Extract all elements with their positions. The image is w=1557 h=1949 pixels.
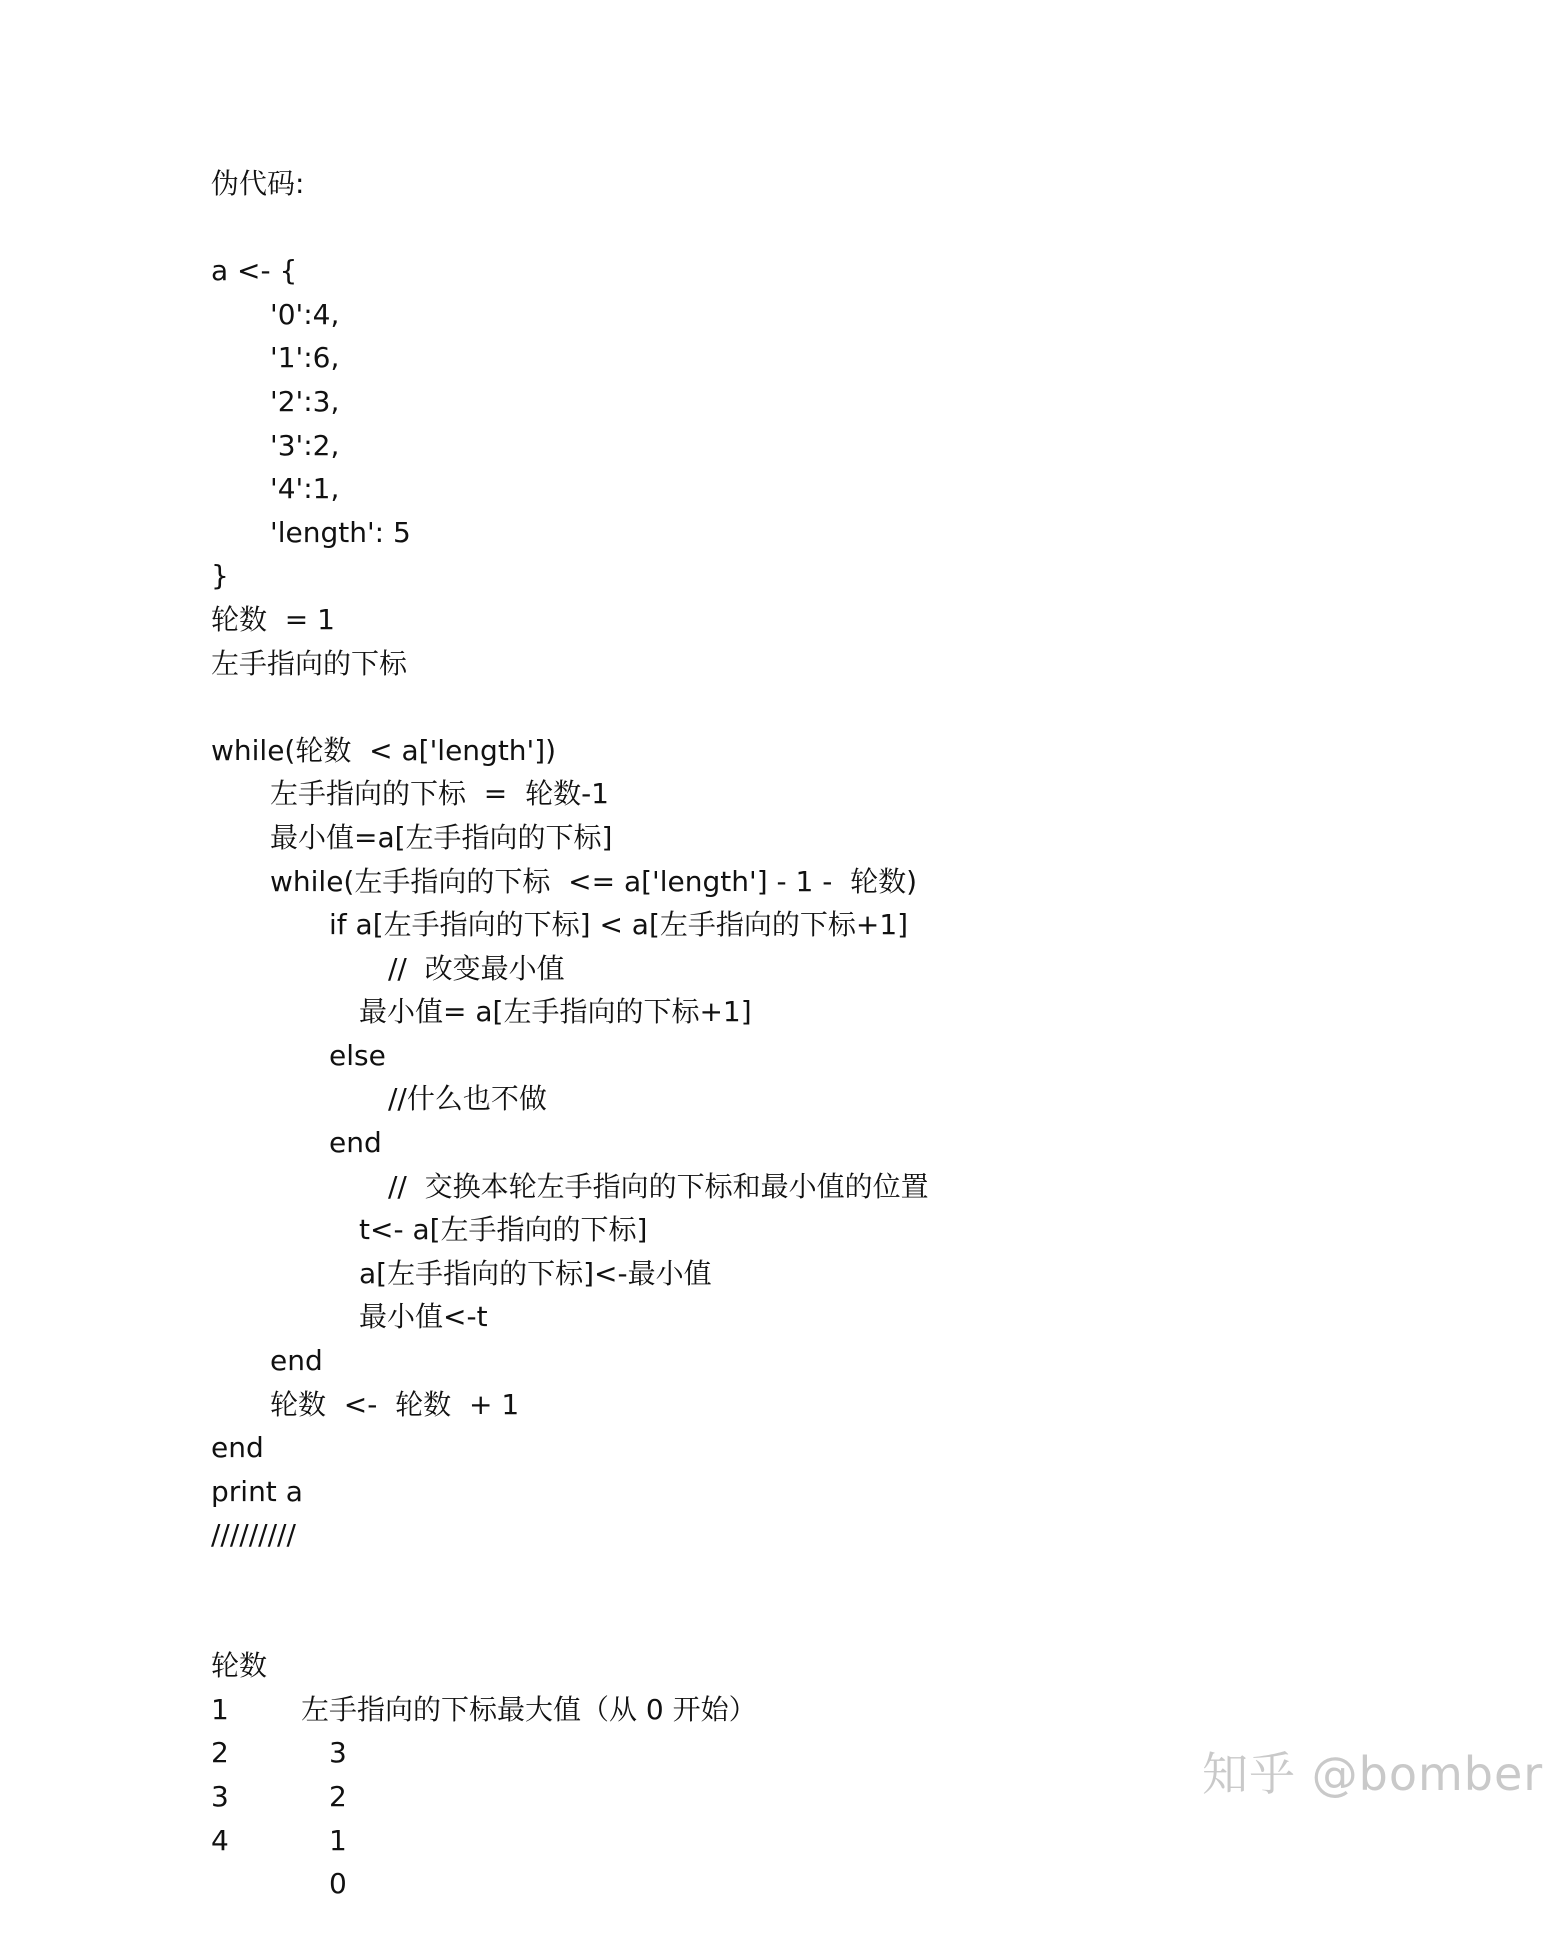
code-line: end: [329, 1126, 382, 1160]
code-line: // 改变最小值: [388, 951, 565, 985]
code-line: end: [211, 1431, 264, 1465]
blank-line: [211, 206, 1411, 250]
table-cell-round: 1: [211, 1692, 229, 1726]
code-line: while(轮数 < a['length']): [211, 733, 557, 767]
code-line: //什么也不做: [388, 1082, 547, 1116]
code-line: 左手指向的下标 = 轮数-1: [270, 777, 609, 811]
code-line: '3':2,: [270, 428, 340, 462]
table-header-rounds: 轮数: [211, 1649, 268, 1683]
code-line: else: [329, 1038, 386, 1072]
code-line: end: [270, 1344, 323, 1378]
code-line: '1':6,: [270, 341, 340, 375]
doc-title: 伪代码:: [211, 167, 305, 200]
code-line: while(左手指向的下标 <= a['length'] - 1 - 轮数): [270, 864, 918, 898]
code-line: 最小值=a[左手指向的下标]: [270, 820, 613, 854]
document: [211, 162, 1411, 1901]
code-line: if a[左手指向的下标] < a[左手指向的下标+1]: [329, 908, 909, 942]
table-cell-round: 3: [211, 1779, 229, 1813]
blank-line: [211, 1557, 1411, 1601]
code-line: '2':3,: [270, 384, 340, 418]
code-line: 轮数 <- 轮数 + 1: [270, 1387, 520, 1421]
code-line: t<- a[左手指向的下标]: [359, 1213, 648, 1247]
code-line: /////////: [211, 1518, 296, 1552]
watermark: 知乎 @bomber: [1202, 1747, 1544, 1801]
code-line: print a: [211, 1474, 303, 1508]
code-line: 最小值= a[左手指向的下标+1]: [359, 995, 752, 1029]
code-line: a <- {: [211, 254, 298, 288]
table-cell-max-index: 1: [329, 1823, 347, 1857]
table-cell-round: 2: [211, 1736, 229, 1770]
code-line: }: [211, 559, 229, 593]
code-line: 轮数 = 1: [211, 602, 335, 636]
table-cell-max-index: 2: [329, 1779, 347, 1813]
table-cell-round: 4: [211, 1823, 229, 1857]
table-cell-max-index: 3: [329, 1736, 347, 1770]
code-line: // 交换本轮左手指向的下标和最小值的位置: [388, 1169, 929, 1203]
code-line: 最小值<-t: [359, 1300, 488, 1334]
code-line: a[左手指向的下标]<-最小值: [359, 1256, 712, 1290]
code-line: '0':4,: [270, 297, 340, 331]
table-header-row: [211, 1601, 1411, 1726]
code-line: 'length': 5: [270, 515, 411, 549]
code-line: '4':1,: [270, 472, 340, 506]
pseudocode-block: [211, 249, 1411, 1600]
table-cell-max-index: 0: [329, 1867, 347, 1901]
table-header-max-index: 左手指向的下标最大值（从 0 开始）: [301, 1692, 757, 1726]
blank-line: [211, 685, 1411, 729]
code-line: 左手指向的下标: [211, 646, 408, 680]
